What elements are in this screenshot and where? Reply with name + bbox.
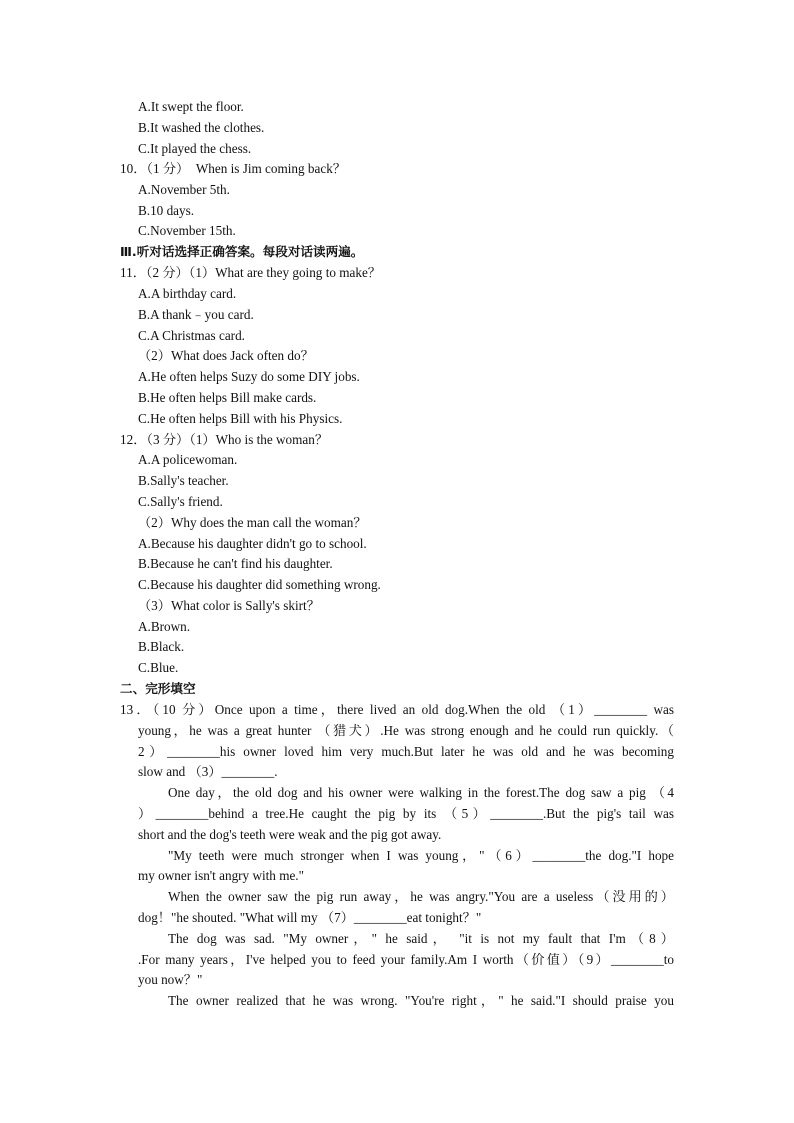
q13-line-15: The owner realized that he was wrong. "You're right，" he said."I should praise you [168, 993, 674, 1008]
q13-line-1: 13．（10 分）Once upon a time，there lived an old dog.When the old （1）________ was [120, 702, 674, 717]
q13-line-7: short and the dog's teeth were weak and the pig got away. [138, 827, 442, 842]
q12-1-option-b: B.Sally's teacher. [138, 473, 229, 488]
q13-line-4: slow and （3）________. [138, 764, 278, 779]
q9-option-b: B.It washed the clothes. [138, 120, 265, 135]
q11-2-option-c: C.He often helps Bill with his Physics. [138, 411, 343, 426]
q13-line-2: young，he was a great hunter （猎犬）.He was strong enough and he could run quickly.（ [138, 723, 674, 738]
q9-option-c: C.It played the chess. [138, 141, 252, 156]
q12-3-option-a: A.Brown. [138, 619, 191, 634]
q11-1-option-a: A.A birthday card. [138, 286, 237, 301]
q11-part2-stem: （2）What does Jack often do？ [138, 348, 314, 363]
q12-part2-stem: （2）Why does the man call the woman？ [138, 515, 367, 530]
section-2-title: 二、完形填空 [120, 681, 196, 696]
q11-2-option-a: A.He often helps Suzy do some DIY jobs. [138, 369, 360, 384]
q10-option-a: A.November 5th. [138, 182, 230, 197]
q12-3-option-c: C.Blue. [138, 660, 179, 675]
q13-line-6: ）________behind a tree.He caught the pig by its （5）________.But the pig's tail was [138, 806, 674, 821]
q12-3-option-b: B.Black. [138, 639, 185, 654]
q12-2-option-b: B.Because he can't find his daughter. [138, 556, 333, 571]
q11-2-option-b: B.He often helps Bill make cards. [138, 390, 317, 405]
q9-option-a: A.It swept the floor. [138, 99, 244, 114]
q12-2-option-c: C.Because his daughter did something wrong. [138, 577, 381, 592]
q10-option-c: C.November 15th. [138, 223, 236, 238]
q13-line-12: The dog was sad. "My owner，" he said， "it is not my fault that I'm（8） [168, 931, 674, 946]
q13-line-13: .For many years，I've helped you to feed your family.Am I worth（价值）（9）________to [138, 952, 674, 967]
q13-line-8: "My teeth were much stronger when I was young，"（6）________the dog."I hope [168, 848, 674, 863]
q13-line-11: dog！"he shouted. "What will my （7）________eat tonight？" [138, 910, 482, 925]
q10-stem: 10．（1 分） When is Jim coming back？ [120, 161, 346, 176]
q12-1-option-a: A.A policewoman. [138, 452, 238, 467]
q12-1-option-c: C.Sally's friend. [138, 494, 223, 509]
q13-line-5: One day，the old dog and his owner were walking in the forest.The dog saw a pig （4 [168, 785, 674, 800]
section-3-title: Ⅲ.听对话选择正确答案。每段对话读两遍。 [120, 244, 364, 259]
q13-line-10: When the owner saw the pig run away，he was angry."You are a useless（没用的） [168, 889, 674, 904]
q11-1-option-b: B.A thank﹣you card. [138, 307, 254, 322]
q13-line-14: you now？" [138, 972, 203, 987]
q13-line-3: 2）________his owner loved him very much.But later he was old and he was becoming [138, 744, 674, 759]
q12-2-option-a: A.Because his daughter didn't go to school. [138, 536, 367, 551]
q13-line-9: my owner isn't angry with me." [138, 868, 304, 883]
q12-stem: 12．（3 分）（1）Who is the woman？ [120, 432, 329, 447]
q11-stem: 11．（2 分）（1）What are they going to make？ [120, 265, 381, 280]
q10-option-b: B.10 days. [138, 203, 195, 218]
q12-part3-stem: （3）What color is Sally's skirt？ [138, 598, 320, 613]
q11-1-option-c: C.A Christmas card. [138, 328, 245, 343]
